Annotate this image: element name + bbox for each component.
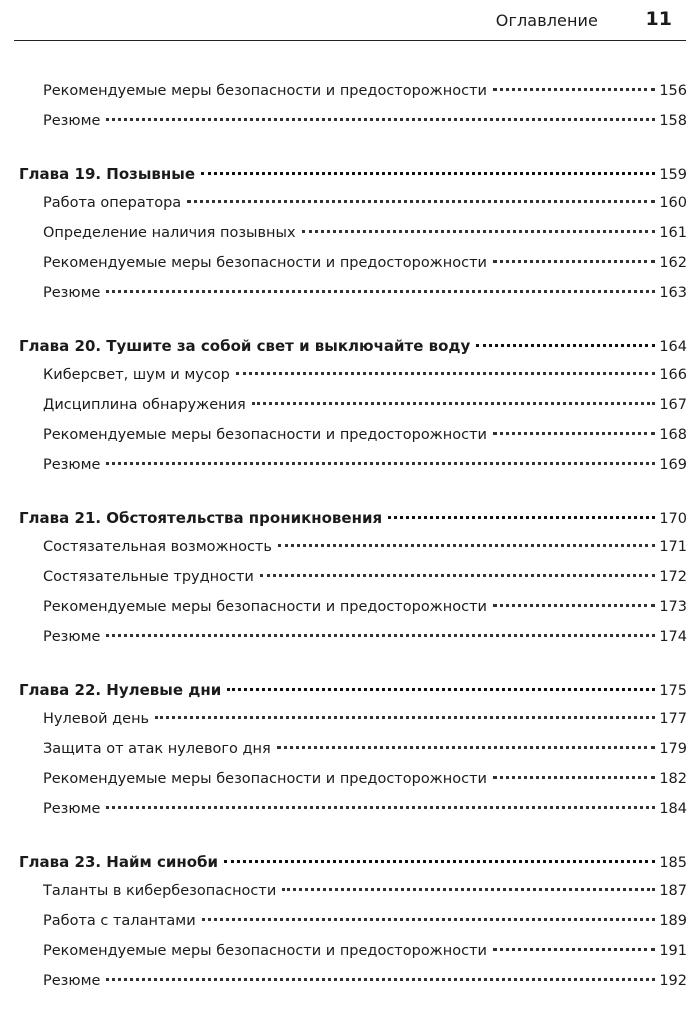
dot-leader — [493, 948, 655, 951]
toc-chapter-entry[interactable] — [0, 681, 700, 711]
toc-entry[interactable] — [0, 539, 700, 569]
chapter-title: Глава 21. Обстоятельства проникновения — [19, 509, 383, 527]
toc-entry[interactable] — [0, 801, 700, 831]
entry-title: Дисциплина обнаружения — [43, 397, 246, 413]
entry-title: Резюме — [43, 801, 101, 817]
entry-title: Рекомендуемые меры безопасности и предосторожности — [43, 255, 487, 271]
entry-title: Резюме — [43, 457, 101, 473]
dot-leader — [260, 574, 655, 577]
entry-title: Резюме — [43, 629, 101, 645]
dot-leader — [302, 230, 656, 233]
toc-entry[interactable] — [0, 711, 700, 741]
toc-section — [0, 83, 700, 143]
entry-page-number: 182 — [659, 771, 687, 787]
toc-section — [0, 165, 700, 315]
toc-entry[interactable] — [0, 427, 700, 457]
toc-entry[interactable] — [0, 771, 700, 801]
dot-leader — [106, 462, 655, 465]
table-of-contents — [0, 83, 700, 1025]
entry-page-number: 156 — [659, 83, 687, 99]
toc-section — [0, 853, 700, 1003]
entry-page-number: 160 — [659, 195, 687, 211]
entry-page-number: 185 — [659, 855, 687, 871]
entry-page-number: 187 — [659, 883, 687, 899]
dot-leader — [252, 402, 656, 405]
dot-leader — [227, 688, 655, 691]
toc-entry[interactable] — [0, 397, 700, 427]
entry-page-number: 167 — [659, 397, 687, 413]
dot-leader — [277, 746, 656, 749]
entry-page-number: 177 — [659, 711, 687, 727]
entry-page-number: 169 — [659, 457, 687, 473]
toc-entry[interactable] — [0, 883, 700, 913]
toc-entry[interactable] — [0, 285, 700, 315]
dot-leader — [201, 172, 655, 175]
toc-entry[interactable] — [0, 225, 700, 255]
dot-leader — [106, 806, 655, 809]
dot-leader — [224, 860, 655, 863]
entry-page-number: 170 — [659, 511, 687, 527]
toc-entry[interactable] — [0, 83, 700, 113]
dot-leader — [493, 260, 655, 263]
entry-title: Рекомендуемые меры безопасности и предосторожности — [43, 599, 487, 615]
chapter-title: Глава 22. Нулевые дни — [19, 681, 222, 699]
entry-title: Состязательные трудности — [43, 569, 254, 585]
toc-entry[interactable] — [0, 367, 700, 397]
entry-page-number: 174 — [659, 629, 687, 645]
toc-entry[interactable] — [0, 113, 700, 143]
entry-page-number: 164 — [659, 339, 687, 355]
entry-title: Защита от атак нулевого дня — [43, 741, 271, 757]
chapter-title: Глава 20. Тушите за собой свет и выключайте воду — [19, 337, 471, 355]
dot-leader — [476, 344, 655, 347]
entry-page-number: 171 — [659, 539, 687, 555]
dot-leader — [493, 776, 655, 779]
toc-entry[interactable] — [0, 255, 700, 285]
entry-title: Резюме — [43, 973, 101, 989]
entry-page-number: 166 — [659, 367, 687, 383]
toc-section — [0, 337, 700, 487]
toc-entry[interactable] — [0, 457, 700, 487]
entry-title: Определение наличия позывных — [43, 225, 296, 241]
dot-leader — [155, 716, 655, 719]
entry-title: Работа оператора — [43, 195, 182, 211]
entry-page-number: 168 — [659, 427, 687, 443]
entry-page-number: 172 — [659, 569, 687, 585]
entry-title: Рекомендуемые меры безопасности и предосторожности — [43, 943, 487, 959]
entry-page-number: 162 — [659, 255, 687, 271]
dot-leader — [106, 634, 655, 637]
toc-entry[interactable] — [0, 599, 700, 629]
chapter-title: Глава 19. Позывные — [19, 165, 196, 183]
entry-page-number: 163 — [659, 285, 687, 301]
page-number: 11 — [645, 8, 672, 30]
toc-entry[interactable] — [0, 629, 700, 659]
entry-title: Состязательная возможность — [43, 539, 272, 555]
entry-title: Рекомендуемые меры безопасности и предосторожности — [43, 427, 487, 443]
entry-page-number: 159 — [659, 167, 687, 183]
toc-entry[interactable] — [0, 943, 700, 973]
entry-title: Таланты в кибербезопасности — [43, 883, 277, 899]
entry-title: Киберсвет, шум и мусор — [43, 367, 230, 383]
dot-leader — [106, 290, 655, 293]
toc-chapter-entry[interactable] — [0, 337, 700, 367]
running-header-title: Оглавление — [495, 11, 598, 30]
entry-page-number: 191 — [659, 943, 687, 959]
toc-entry[interactable] — [0, 973, 700, 1003]
toc-chapter-entry[interactable] — [0, 509, 700, 539]
entry-page-number: 189 — [659, 913, 687, 929]
entry-title: Нулевой день — [43, 711, 150, 727]
dot-leader — [202, 918, 656, 921]
entry-page-number: 158 — [659, 113, 687, 129]
entry-page-number: 184 — [659, 801, 687, 817]
dot-leader — [236, 372, 655, 375]
dot-leader — [493, 432, 655, 435]
dot-leader — [106, 118, 655, 121]
entry-page-number: 175 — [659, 683, 687, 699]
page-header — [14, 0, 686, 41]
chapter-title: Глава 23. Найм синоби — [19, 853, 219, 871]
toc-section — [0, 509, 700, 659]
toc-entry[interactable] — [0, 195, 700, 225]
entry-title: Работа с талантами — [43, 913, 196, 929]
toc-entry[interactable] — [0, 741, 700, 771]
dot-leader — [493, 88, 655, 91]
entry-title: Резюме — [43, 113, 101, 129]
entry-title: Резюме — [43, 285, 101, 301]
entry-page-number: 192 — [659, 973, 687, 989]
toc-chapter-entry[interactable] — [0, 165, 700, 195]
dot-leader — [106, 978, 655, 981]
toc-entry[interactable] — [0, 569, 700, 599]
toc-entry[interactable] — [0, 913, 700, 943]
entry-page-number: 179 — [659, 741, 687, 757]
dot-leader — [187, 200, 655, 203]
dot-leader — [278, 544, 655, 547]
dot-leader — [282, 888, 655, 891]
entry-title: Рекомендуемые меры безопасности и предосторожности — [43, 771, 487, 787]
dot-leader — [493, 604, 655, 607]
entry-title: Рекомендуемые меры безопасности и предосторожности — [43, 83, 487, 99]
toc-chapter-entry[interactable] — [0, 853, 700, 883]
entry-page-number: 173 — [659, 599, 687, 615]
entry-page-number: 161 — [659, 225, 687, 241]
toc-section — [0, 681, 700, 831]
dot-leader — [388, 516, 655, 519]
